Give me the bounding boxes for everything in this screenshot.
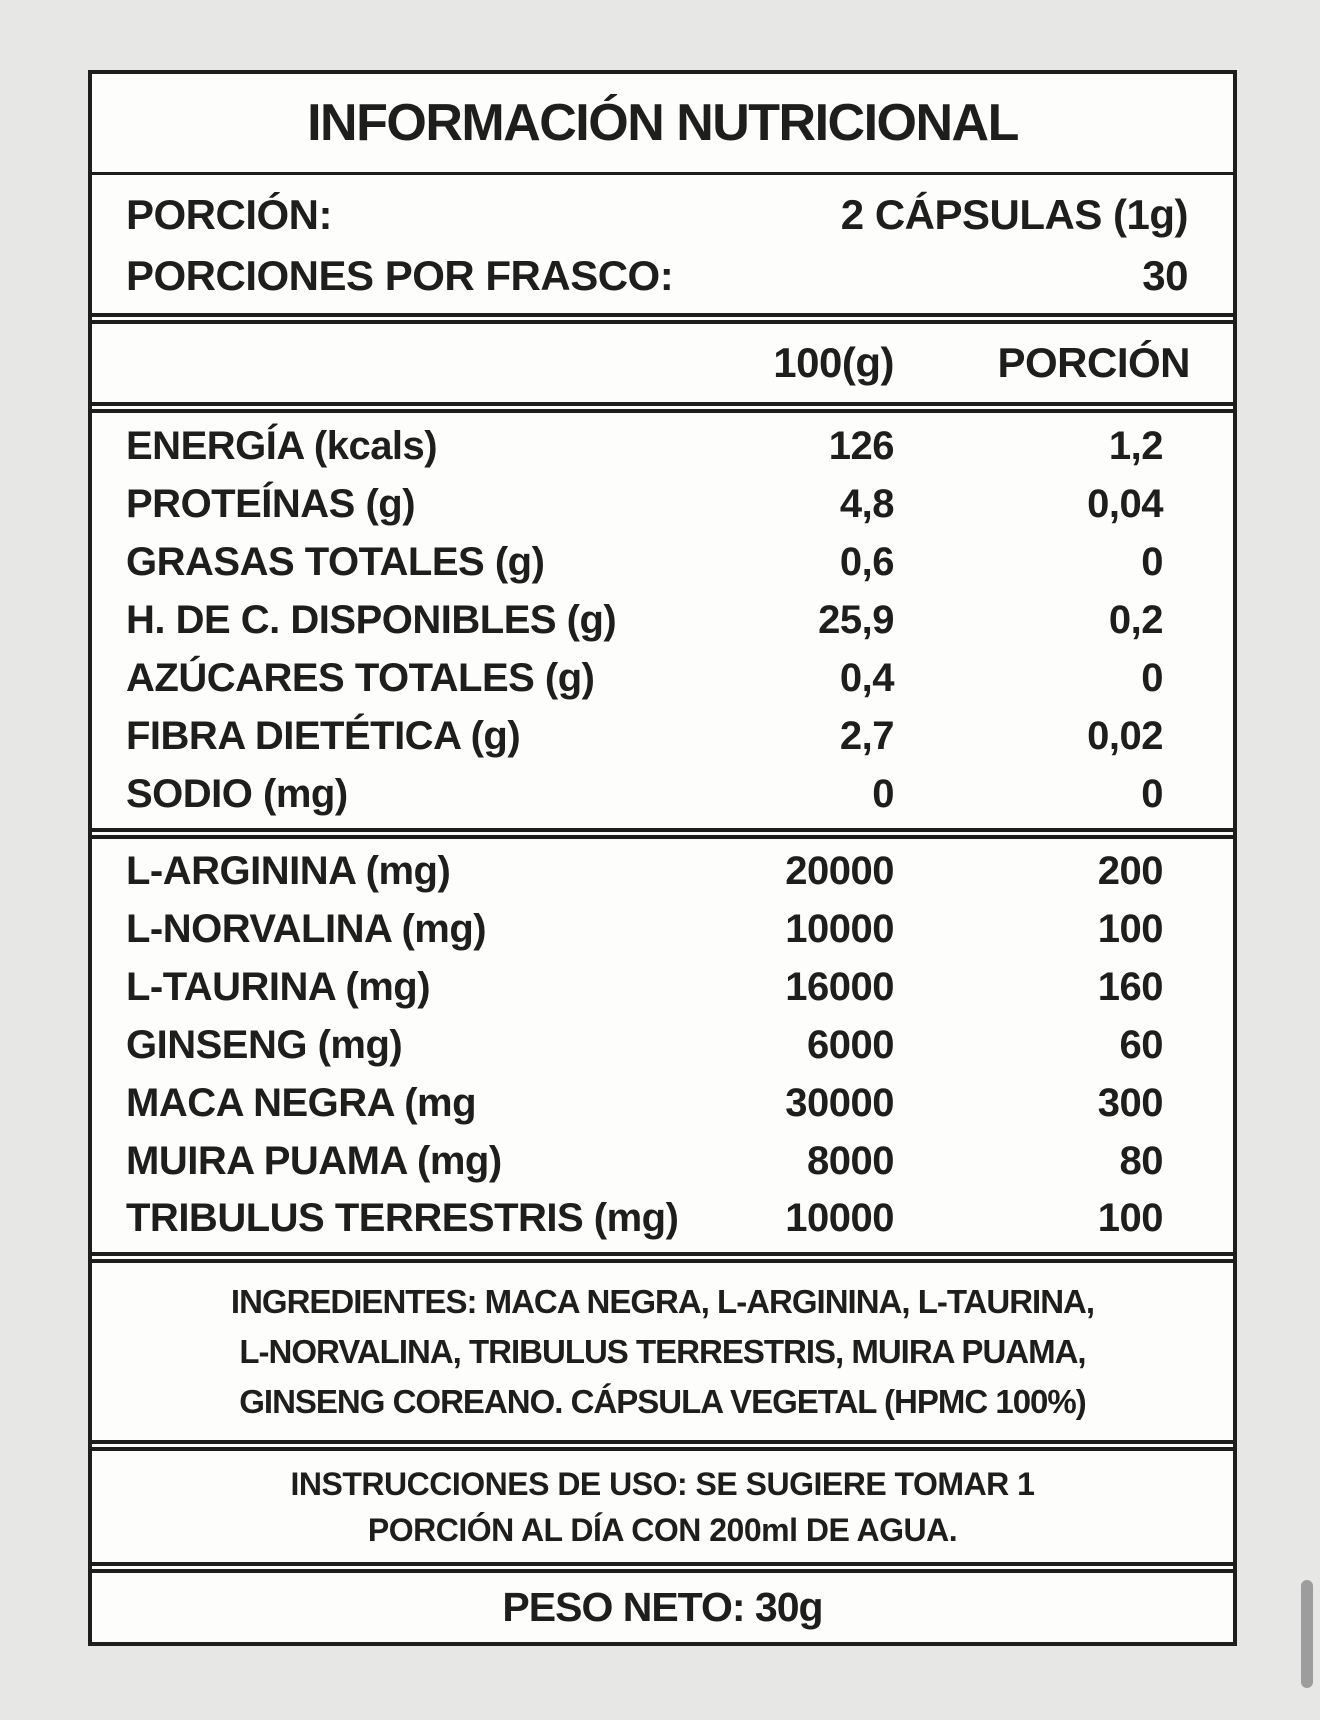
active-porcion: 200 <box>1097 849 1163 894</box>
servings-per-container-label: PORCIONES POR FRASCO: <box>126 251 674 299</box>
table-row <box>92 907 1233 952</box>
serving-size-value: 2 CÁPSULAS (1g) <box>840 190 1188 238</box>
active-porcion: 100 <box>1097 1196 1163 1241</box>
instructions-line: INSTRUCCIONES DE USO: SE SUGIERE TOMAR 1 <box>290 1465 1035 1502</box>
table-row <box>92 772 1233 817</box>
table-row <box>92 1023 1233 1068</box>
nutrient-porcion: 0,02 <box>1087 714 1163 759</box>
serving-size-label: PORCIÓN: <box>126 190 332 238</box>
active-porcion: 80 <box>1119 1138 1163 1183</box>
active-label: GINSENG (mg) <box>126 1022 403 1067</box>
active-label: L-TAURINA (mg) <box>126 965 431 1010</box>
ingredients-line: L-NORVALINA, TRIBULUS TERRESTRIS, MUIRA PUAMA, <box>239 1332 1086 1370</box>
active-per100: 20000 <box>785 849 894 894</box>
column-header-row <box>92 324 1233 402</box>
nutrient-per100: 0,6 <box>839 539 894 584</box>
nutrient-per100: 0 <box>872 772 894 817</box>
nutrient-label: SODIO (mg) <box>126 772 348 817</box>
ingredients-section <box>92 1263 1233 1440</box>
instructions-line: PORCIÓN AL DÍA CON 200ml DE AGUA. <box>367 1511 958 1548</box>
table-row <box>92 714 1233 759</box>
table-row <box>92 965 1233 1010</box>
nutrient-porcion: 0,2 <box>1108 597 1163 642</box>
active-per100: 8000 <box>807 1138 894 1183</box>
nutrition-facts-label <box>88 70 1237 1646</box>
active-label: L-NORVALINA (mg) <box>126 907 487 952</box>
nutrient-porcion: 0 <box>1141 772 1163 817</box>
nutrient-per100: 4,8 <box>839 481 894 526</box>
ingredients-line: INGREDIENTES: MACA NEGRA, L-ARGININA, L-TAURINA, <box>230 1282 1095 1320</box>
table-row <box>92 656 1233 701</box>
nutrient-per100: 0,4 <box>839 656 894 701</box>
nutrient-label: PROTEÍNAS (g) <box>126 481 416 526</box>
active-ingredients-section <box>92 839 1233 1252</box>
table-row <box>92 482 1233 527</box>
active-porcion: 160 <box>1097 965 1163 1010</box>
nutrient-porcion: 1,2 <box>1108 423 1163 468</box>
nutrient-label: ENERGÍA (kcals) <box>126 423 438 468</box>
vertical-scrollbar-thumb[interactable] <box>1301 1580 1313 1688</box>
nutrient-label: FIBRA DIETÉTICA (g) <box>126 714 521 759</box>
nutrient-label: AZÚCARES TOTALES (g) <box>126 656 595 701</box>
active-label: L-ARGININA (mg) <box>126 849 451 894</box>
instructions-section <box>92 1451 1233 1562</box>
section-divider <box>92 313 1233 324</box>
nutrient-porcion: 0,04 <box>1087 481 1163 526</box>
nutrient-porcion: 0 <box>1141 656 1163 701</box>
table-row <box>92 1139 1233 1184</box>
servings-per-container-value: 30 <box>1142 251 1188 299</box>
active-per100: 16000 <box>785 965 894 1010</box>
column-header-per100: 100(g) <box>773 339 894 386</box>
column-header-porcion: PORCIÓN <box>997 339 1190 386</box>
section-divider <box>92 1562 1233 1573</box>
ingredients-line: GINSENG COREANO. CÁPSULA VEGETAL (HPMC 100%) <box>239 1382 1086 1420</box>
nutrient-label: GRASAS TOTALES (g) <box>126 539 545 584</box>
active-per100: 10000 <box>785 907 894 952</box>
net-weight: PESO NETO: 30g <box>502 1584 823 1630</box>
active-label: MACA NEGRA (mg <box>126 1080 477 1125</box>
serving-size-row <box>126 187 1188 242</box>
nutrient-label: H. DE C. DISPONIBLES (g) <box>126 597 617 642</box>
nutrient-per100: 25,9 <box>818 597 894 642</box>
serving-section <box>92 175 1233 313</box>
nutrient-porcion: 0 <box>1141 539 1163 584</box>
table-row <box>92 1081 1233 1126</box>
active-porcion: 300 <box>1097 1080 1163 1125</box>
active-per100: 30000 <box>785 1080 894 1125</box>
table-row <box>92 849 1233 894</box>
section-divider <box>92 1440 1233 1451</box>
label-title: INFORMACIÓN NUTRICIONAL <box>307 94 1018 152</box>
table-row <box>92 424 1233 469</box>
table-row <box>92 540 1233 585</box>
active-per100: 6000 <box>807 1022 894 1067</box>
section-divider <box>92 828 1233 839</box>
servings-per-container-row <box>126 248 1188 303</box>
nutrient-per100: 2,7 <box>839 714 894 759</box>
active-label: TRIBULUS TERRESTRIS (mg) <box>126 1196 679 1241</box>
active-per100: 10000 <box>785 1196 894 1241</box>
nutrients-section <box>92 413 1233 828</box>
section-divider <box>92 1252 1233 1263</box>
active-label: MUIRA PUAMA (mg) <box>126 1138 502 1183</box>
active-porcion: 60 <box>1119 1022 1163 1067</box>
table-row <box>92 1196 1233 1241</box>
active-porcion: 100 <box>1097 907 1163 952</box>
table-row <box>92 598 1233 643</box>
section-divider <box>92 402 1233 413</box>
nutrient-per100: 126 <box>828 423 894 468</box>
